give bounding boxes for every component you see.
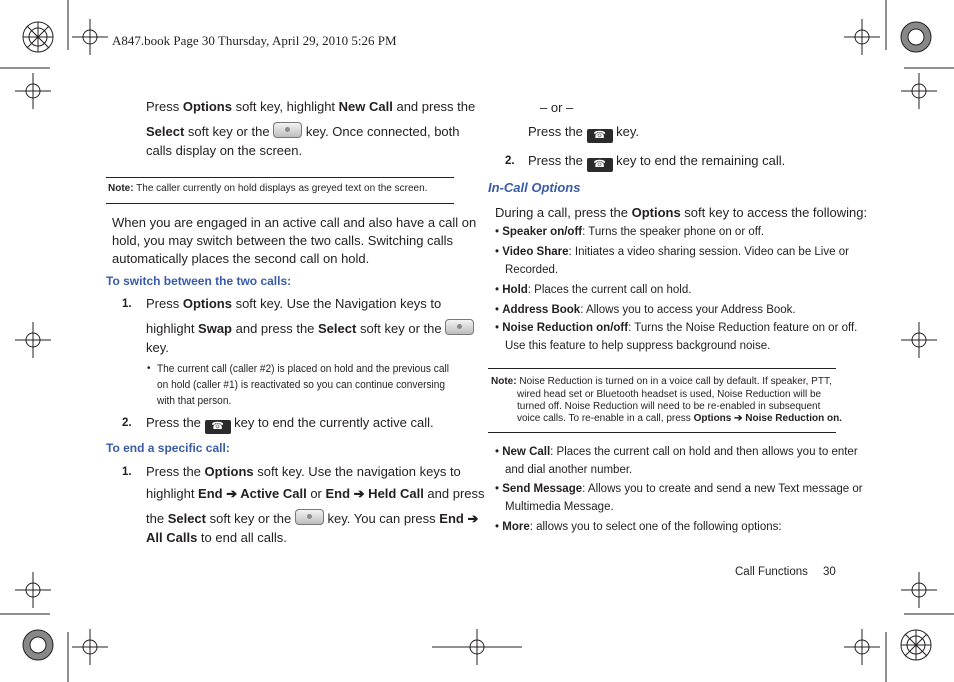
switch-step-2: Press the ☎ key to end the currently active call. — [146, 415, 434, 432]
end-step-line-2: highlight End ➔ Active Call or End ➔ Held Call and press — [146, 486, 485, 501]
note-rule-bottom — [106, 203, 454, 204]
bullet-item: • Noise Reduction on/off: Turns the Noise Reduction feature on or off. — [495, 322, 858, 334]
bullet-item-continuation: Use this feature to help suppress background noise. — [505, 340, 771, 352]
bullet-item-continuation: and dial another number. — [505, 464, 633, 476]
note-rule-top — [488, 368, 836, 369]
switch-step-line-2: highlight Swap and press the Select soft key or the — [146, 319, 474, 335]
or-separator: – or – — [540, 100, 574, 115]
switch-step-line-1: Press Options soft key. Use the Navigation keys to — [146, 296, 442, 311]
note-rule-bottom — [488, 432, 836, 433]
phone-end-key-icon: ☎ — [205, 420, 231, 434]
step-number: 1. — [122, 298, 132, 310]
intro-line-1: When you are engaged in an active call and also have a call on — [112, 215, 477, 230]
footer-section-name: Call Functions — [735, 566, 808, 578]
continued-step-line-3: calls display on the screen. — [146, 143, 303, 158]
step-number: 2. — [505, 155, 515, 167]
step-number: 2. — [122, 417, 132, 429]
bullet-item: • Send Message: Allows you to create and send a new Text message or — [495, 483, 863, 495]
phone-end-key-icon: ☎ — [587, 158, 613, 172]
select-key-icon — [273, 122, 302, 138]
book-header-line: A847.book Page 30 Thursday, April 29, 2010 5:26 PM — [112, 33, 397, 48]
note-caller-on-hold: Note: The caller currently on hold displays as greyed text on the screen. — [108, 183, 428, 194]
intro-line-3: automatically places the second call on hold. — [112, 251, 370, 266]
heading-end-specific-call: To end a specific call: — [106, 441, 230, 455]
note-noise-reduction-line-1: Note: Noise Reduction is turned on in a voice call by default. If speaker, PTT, — [491, 376, 832, 387]
intro-line-2: hold, you may switch between the two calls. Switching calls — [112, 233, 454, 248]
bullet-item: • Video Share: Initiates a video sharing session. Video can be Live or — [495, 246, 849, 258]
bullet-item: • New Call: Places the current call on hold and then allows you to enter — [495, 446, 858, 458]
continued-step-line-2: Select soft key or the key. Once connected, both — [146, 124, 460, 139]
end-remaining-call-step: Press the ☎ key to end the remaining call. — [528, 153, 786, 170]
in-call-options-intro: During a call, press the Options soft key to access the following: — [495, 205, 868, 220]
bullet-item: • Address Book: Allows you to access your Address Book. — [495, 304, 796, 316]
note-noise-reduction-line-3: turned off. Noise Reduction will need to be re-enabled in subsequent — [517, 401, 821, 412]
bullet-item: • Hold: Places the current call on hold. — [495, 284, 692, 296]
sub-bullet-line-1: The current call (caller #2) is placed on hold and the previous call — [157, 363, 449, 375]
sub-bullet-line-2: on hold (caller #1) is reactivated so you can continue conversing — [157, 379, 446, 391]
step-number: 1. — [122, 466, 132, 478]
note-rule-top — [106, 177, 454, 178]
switch-step-line-3: key. — [146, 340, 169, 355]
select-key-icon — [295, 509, 324, 525]
select-key-icon — [445, 319, 474, 335]
bullet-item-continuation: Multimedia Message. — [505, 501, 614, 513]
sub-bullet-dot: • — [147, 363, 151, 374]
footer-page-number: 30 — [823, 566, 836, 578]
sub-bullet-line-3: with that person. — [157, 395, 232, 407]
heading-switch-calls: To switch between the two calls: — [106, 274, 292, 288]
continued-step-line-1: Press Options soft key, highlight New Call and press the — [146, 99, 476, 114]
end-step-line-3: the Select soft key or the key. You can press End ➔ — [146, 511, 479, 526]
phone-end-key-icon: ☎ — [587, 129, 613, 143]
bullet-item: • More: allows you to select one of the following options: — [495, 521, 782, 533]
press-end-key-line: Press the ☎ key. — [528, 124, 640, 141]
bullet-item-continuation: Recorded. — [505, 264, 559, 276]
note-noise-reduction-line-4: voice calls. To re-enable in a call, press Options ➔ Noise Reduction on. — [517, 413, 842, 424]
heading-in-call-options: In-Call Options — [488, 180, 581, 195]
bullet-item: • Speaker on/off: Turns the speaker phone on or off. — [495, 226, 765, 238]
note-noise-reduction-line-2: wired head set or Bluetooth headset is used, Noise Reduction will be — [517, 389, 822, 400]
end-step-line-1: Press the Options soft key. Use the navigation keys to — [146, 464, 461, 479]
end-step-line-4: All Calls to end all calls. — [146, 530, 287, 545]
